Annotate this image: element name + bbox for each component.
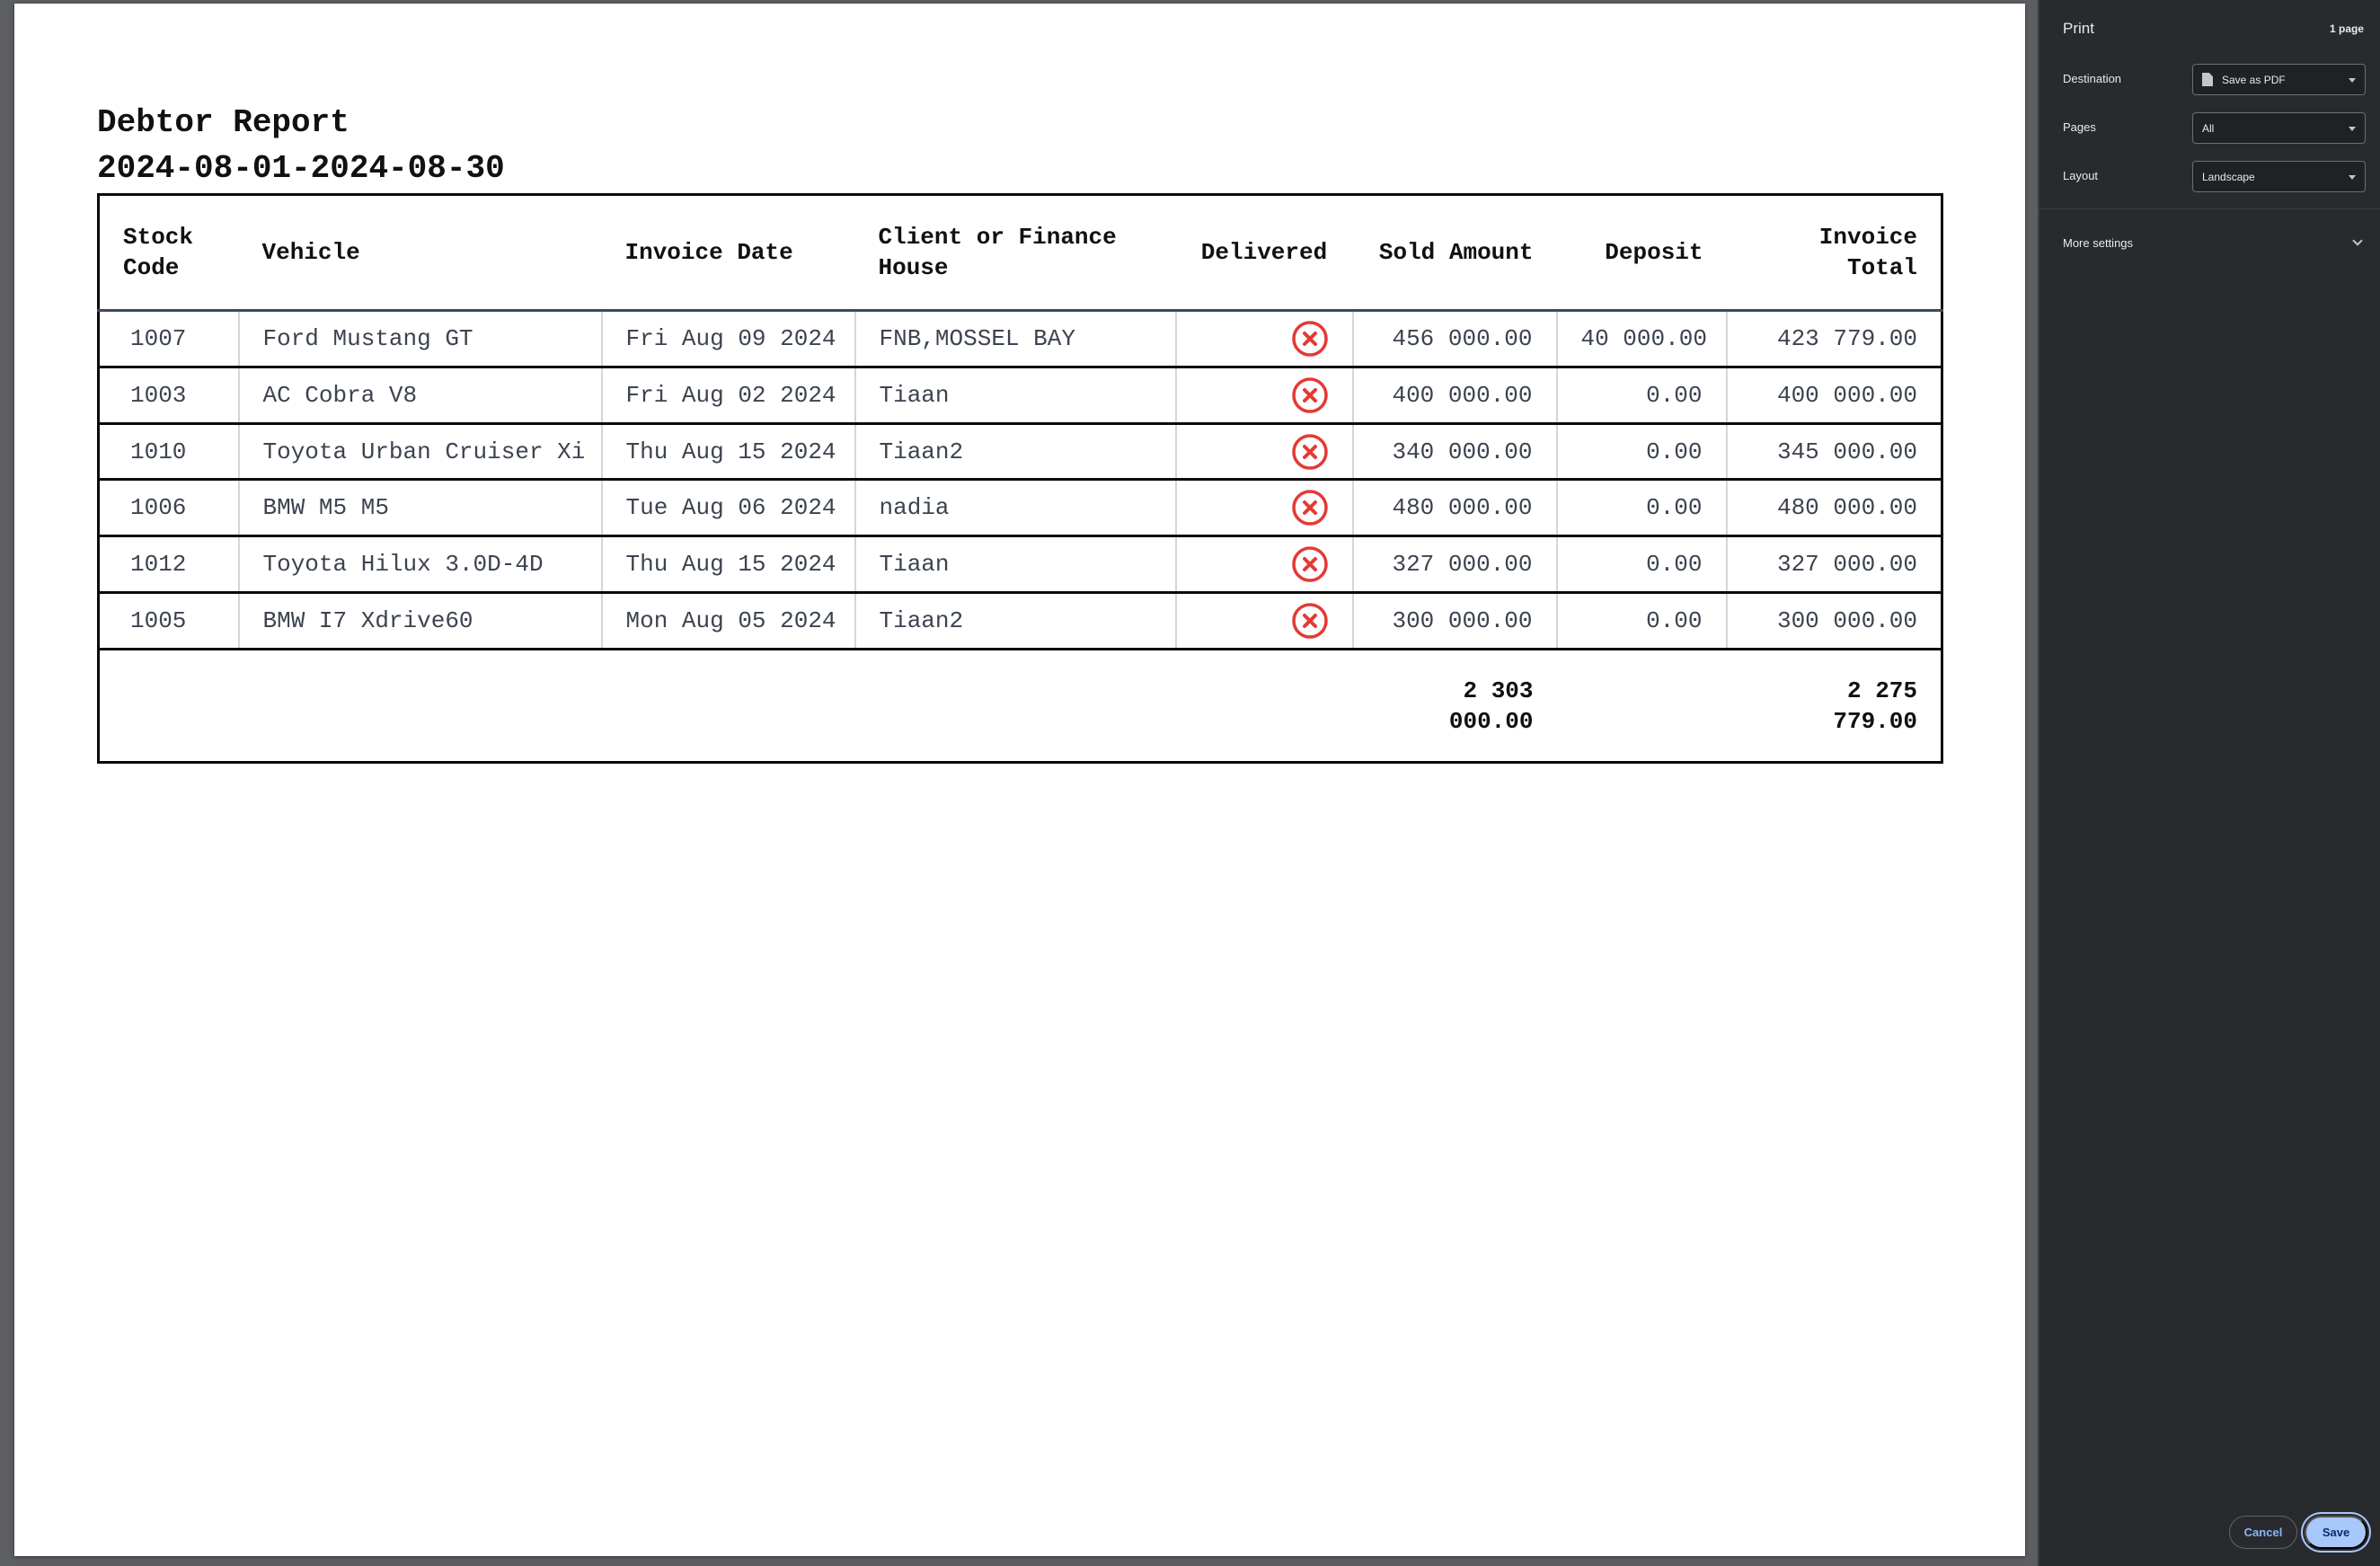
col-header-delivered: Delivered: [1176, 195, 1353, 311]
sold-amount-cell: 340 000.00: [1353, 423, 1557, 480]
sold-amount-cell: 300 000.00: [1353, 593, 1557, 650]
not-delivered-icon: [1291, 376, 1329, 414]
invoice-total-cell: 345 000.00: [1727, 423, 1942, 480]
page-count: 1 page: [2329, 22, 2364, 35]
deposit-cell: 0.00: [1557, 423, 1727, 480]
not-delivered-icon: [1291, 489, 1329, 526]
table-row: [99, 367, 1942, 423]
col-header-invoice-date: Invoice Date: [602, 195, 855, 311]
sold-amount-cell: 327 000.00: [1353, 536, 1557, 593]
client-cell: Tiaan2: [855, 423, 1176, 480]
deposit-cell: 0.00: [1557, 367, 1727, 423]
pages-label: Pages: [2063, 120, 2096, 134]
destination-value: Save as PDF: [2222, 73, 2286, 86]
table-row: [99, 480, 1942, 536]
totals-deposit-spacer: [1557, 650, 1727, 763]
table-row: [99, 423, 1942, 480]
deposit-cell: 0.00: [1557, 480, 1727, 536]
client-cell: nadia: [855, 480, 1176, 536]
invoice-date-cell: Mon Aug 05 2024: [602, 593, 855, 650]
pages-select[interactable]: [2192, 112, 2366, 144]
invoice-total-cell: 300 000.00: [1727, 593, 1942, 650]
col-header-vehicle: Vehicle: [239, 195, 602, 311]
deposit-cell: 0.00: [1557, 536, 1727, 593]
table-header-row: [99, 195, 1942, 311]
layout-label: Layout: [2063, 169, 2099, 182]
divider: [2039, 208, 2380, 209]
total-sold-amount: 2 303 000.00: [1448, 677, 1534, 735]
not-delivered-icon: [1291, 433, 1329, 471]
col-header-client: Client or Finance House: [855, 195, 1176, 311]
vehicle-cell: Toyota Hilux 3.0D-4D: [239, 536, 602, 593]
not-delivered-icon: [1291, 602, 1329, 640]
invoice-total-cell: 423 779.00: [1727, 311, 1942, 367]
vehicle-cell: BMW M5 M5: [239, 480, 602, 536]
destination-label: Destination: [2063, 72, 2122, 85]
vehicle-cell: AC Cobra V8: [239, 367, 602, 423]
delivered-cell: [1176, 536, 1353, 593]
layout-value: Landscape: [2202, 170, 2255, 183]
destination-select[interactable]: [2192, 64, 2366, 95]
vehicle-cell: Toyota Urban Cruiser Xi: [239, 423, 602, 480]
col-header-sold-amount: Sold Amount: [1353, 195, 1557, 311]
print-title: Print: [2063, 20, 2094, 37]
not-delivered-icon: [1291, 545, 1329, 583]
totals-spacer: [99, 650, 1353, 763]
delivered-cell: [1176, 311, 1353, 367]
stock-code-cell: 1007: [99, 311, 239, 367]
stock-code-cell: 1006: [99, 480, 239, 536]
stock-code-cell: 1012: [99, 536, 239, 593]
invoice-total-cell: 327 000.00: [1727, 536, 1942, 593]
invoice-date-cell: Fri Aug 09 2024: [602, 311, 855, 367]
invoice-date-cell: Tue Aug 06 2024: [602, 480, 855, 536]
total-invoice-total: 2 275 779.00: [1833, 677, 1917, 735]
stock-code-cell: 1010: [99, 423, 239, 480]
vehicle-cell: BMW I7 Xdrive60: [239, 593, 602, 650]
report-date-range: 2024-08-01-2024-08-30: [97, 150, 505, 187]
client-cell: Tiaan: [855, 536, 1176, 593]
chevron-down-icon: [2352, 235, 2362, 245]
vehicle-cell: Ford Mustang GT: [239, 311, 602, 367]
more-settings-toggle[interactable]: [2063, 232, 2365, 253]
table-row: [99, 536, 1942, 593]
client-cell: Tiaan2: [855, 593, 1176, 650]
deposit-cell: 40 000.00: [1557, 311, 1727, 367]
table-row: [99, 311, 1942, 367]
invoice-date-cell: Thu Aug 15 2024: [602, 423, 855, 480]
totals-row: [99, 650, 1942, 763]
caret-down-icon: [2349, 175, 2356, 180]
client-cell: FNB,MOSSEL BAY: [855, 311, 1176, 367]
preview-page: [14, 4, 2025, 1556]
caret-down-icon: [2349, 78, 2356, 83]
invoice-date-cell: Thu Aug 15 2024: [602, 536, 855, 593]
print-settings-panel: [2038, 0, 2380, 1566]
col-header-invoice-total: Invoice Total: [1727, 195, 1942, 311]
debtor-table: [97, 193, 1943, 764]
document-icon: [2202, 73, 2213, 86]
stock-code-cell: 1005: [99, 593, 239, 650]
cancel-button[interactable]: Cancel: [2229, 1516, 2297, 1549]
delivered-cell: [1176, 423, 1353, 480]
client-cell: Tiaan: [855, 367, 1176, 423]
invoice-date-cell: Fri Aug 02 2024: [602, 367, 855, 423]
delivered-cell: [1176, 367, 1353, 423]
sold-amount-cell: 480 000.00: [1353, 480, 1557, 536]
delivered-cell: [1176, 480, 1353, 536]
table-row: [99, 593, 1942, 650]
report-title: Debtor Report: [97, 104, 349, 141]
sold-amount-cell: 456 000.00: [1353, 311, 1557, 367]
col-header-stock-code: Stock Code: [99, 195, 239, 311]
pages-value: All: [2202, 121, 2215, 135]
sold-amount-cell: 400 000.00: [1353, 367, 1557, 423]
not-delivered-icon: [1291, 320, 1329, 358]
col-header-deposit: Deposit: [1557, 195, 1727, 311]
deposit-cell: 0.00: [1557, 593, 1727, 650]
stock-code-cell: 1003: [99, 367, 239, 423]
caret-down-icon: [2349, 127, 2356, 131]
delivered-cell: [1176, 593, 1353, 650]
invoice-total-cell: 400 000.00: [1727, 367, 1942, 423]
more-settings-label: More settings: [2063, 235, 2134, 250]
layout-select[interactable]: [2192, 161, 2366, 192]
invoice-total-cell: 480 000.00: [1727, 480, 1942, 536]
save-button[interactable]: Save: [2305, 1516, 2367, 1549]
